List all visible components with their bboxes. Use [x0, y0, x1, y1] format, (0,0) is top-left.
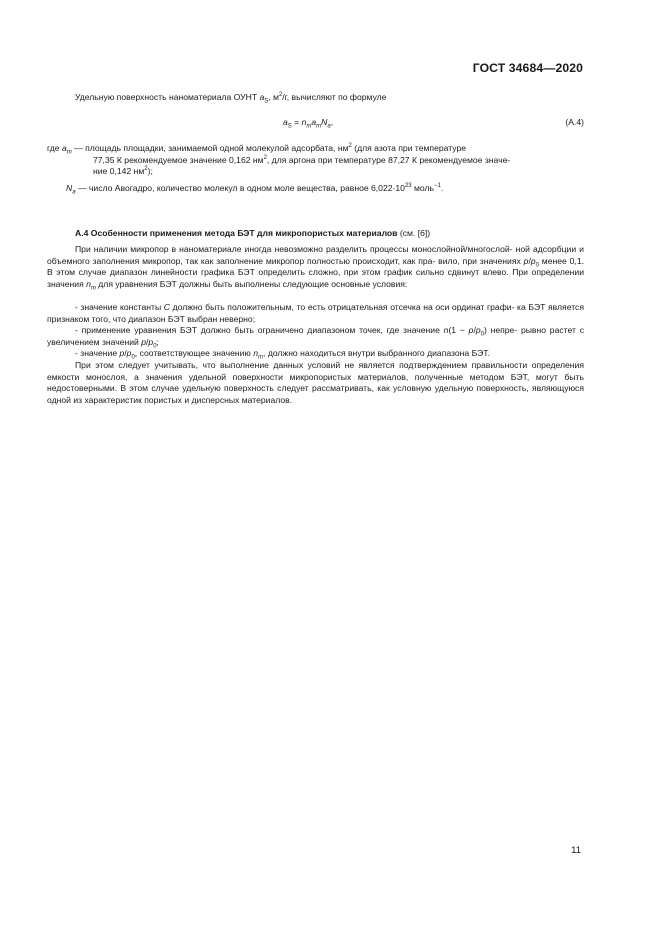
formula-number: (А.4)	[565, 117, 584, 127]
section-heading: А.4 Особенности применения метода БЭТ для микропористых материалов (см. [6])	[75, 228, 431, 238]
intro-text: Удельную поверхность наноматериала ОУНТ $a_S$, $м^2/г$, вычисляют по формуле	[75, 92, 387, 105]
condition-2: - применение уравнения БЭТ должно быть ограничено диапазоном точек, где значение $n(1 - p/p_0)$ непре- рывно растет с увеличением значений $p/p_0$;	[47, 325, 584, 350]
where-na: $N_a$ — число Авогадро, количество молекул в одном моле вещества, равное $6,022\cdot 10^{23}$ моль$^{-1}$.	[66, 183, 444, 196]
document-header: ГОСТ 34684—2020	[472, 61, 583, 75]
condition-1: - значение константы C должно быть положительным, то есть отрицательная отсечка на оси ординат графи- ка БЭТ является признаком того, что диапазон БЭТ выбран неверно;	[47, 302, 584, 324]
where-am: где $a_m$ — площадь площадки, занимаемой одной молекулой адсорбата, $нм^2$ (для азота при температуре 77,35 К рекомендуемое значение 0,162 $нм^2$, для аргона при температуре 87,27 К рекомендуемое значе- ние 0,142 $нм^2$);	[47, 143, 511, 177]
paragraph-2: При этом следует учитывать, что выполнение данных условий не является подтверждением правильности определения емкости монослоя, а значения удельной поверхности микропористых материалов, полученные методом БЭТ, могут быть недостоверными. В этом случае удельную поверхность следует рассматривать, как условную удельную поверхность, являющуюся одной из характеристик пористых и дисперсных материалов.	[47, 360, 584, 405]
paragraph-1: При наличии микропор в наноматериале иногда невозможно разделить процессы монослойной/многослой- ной адсорбции и объемного заполнения микропор, так как заполнение микропор полностью происходит, как пра- вило, при значениях $p/p_0$ менее 0,1. В этом случае диапазон линейности графика БЭТ определить сложно, при этом график сильно сдвинут влево. При определении значения $n_m$ для уравнения БЭТ должны быть выполнены следующие основные условия:	[47, 244, 584, 292]
condition-3: - значение $p/p_0$, соответствующее значению $n_m$, должно находиться внутри выбранного диапазона БЭТ.	[75, 348, 490, 361]
page-number: 11	[571, 845, 581, 856]
formula: $a_S = n_ma_mN_a$,	[283, 117, 334, 130]
